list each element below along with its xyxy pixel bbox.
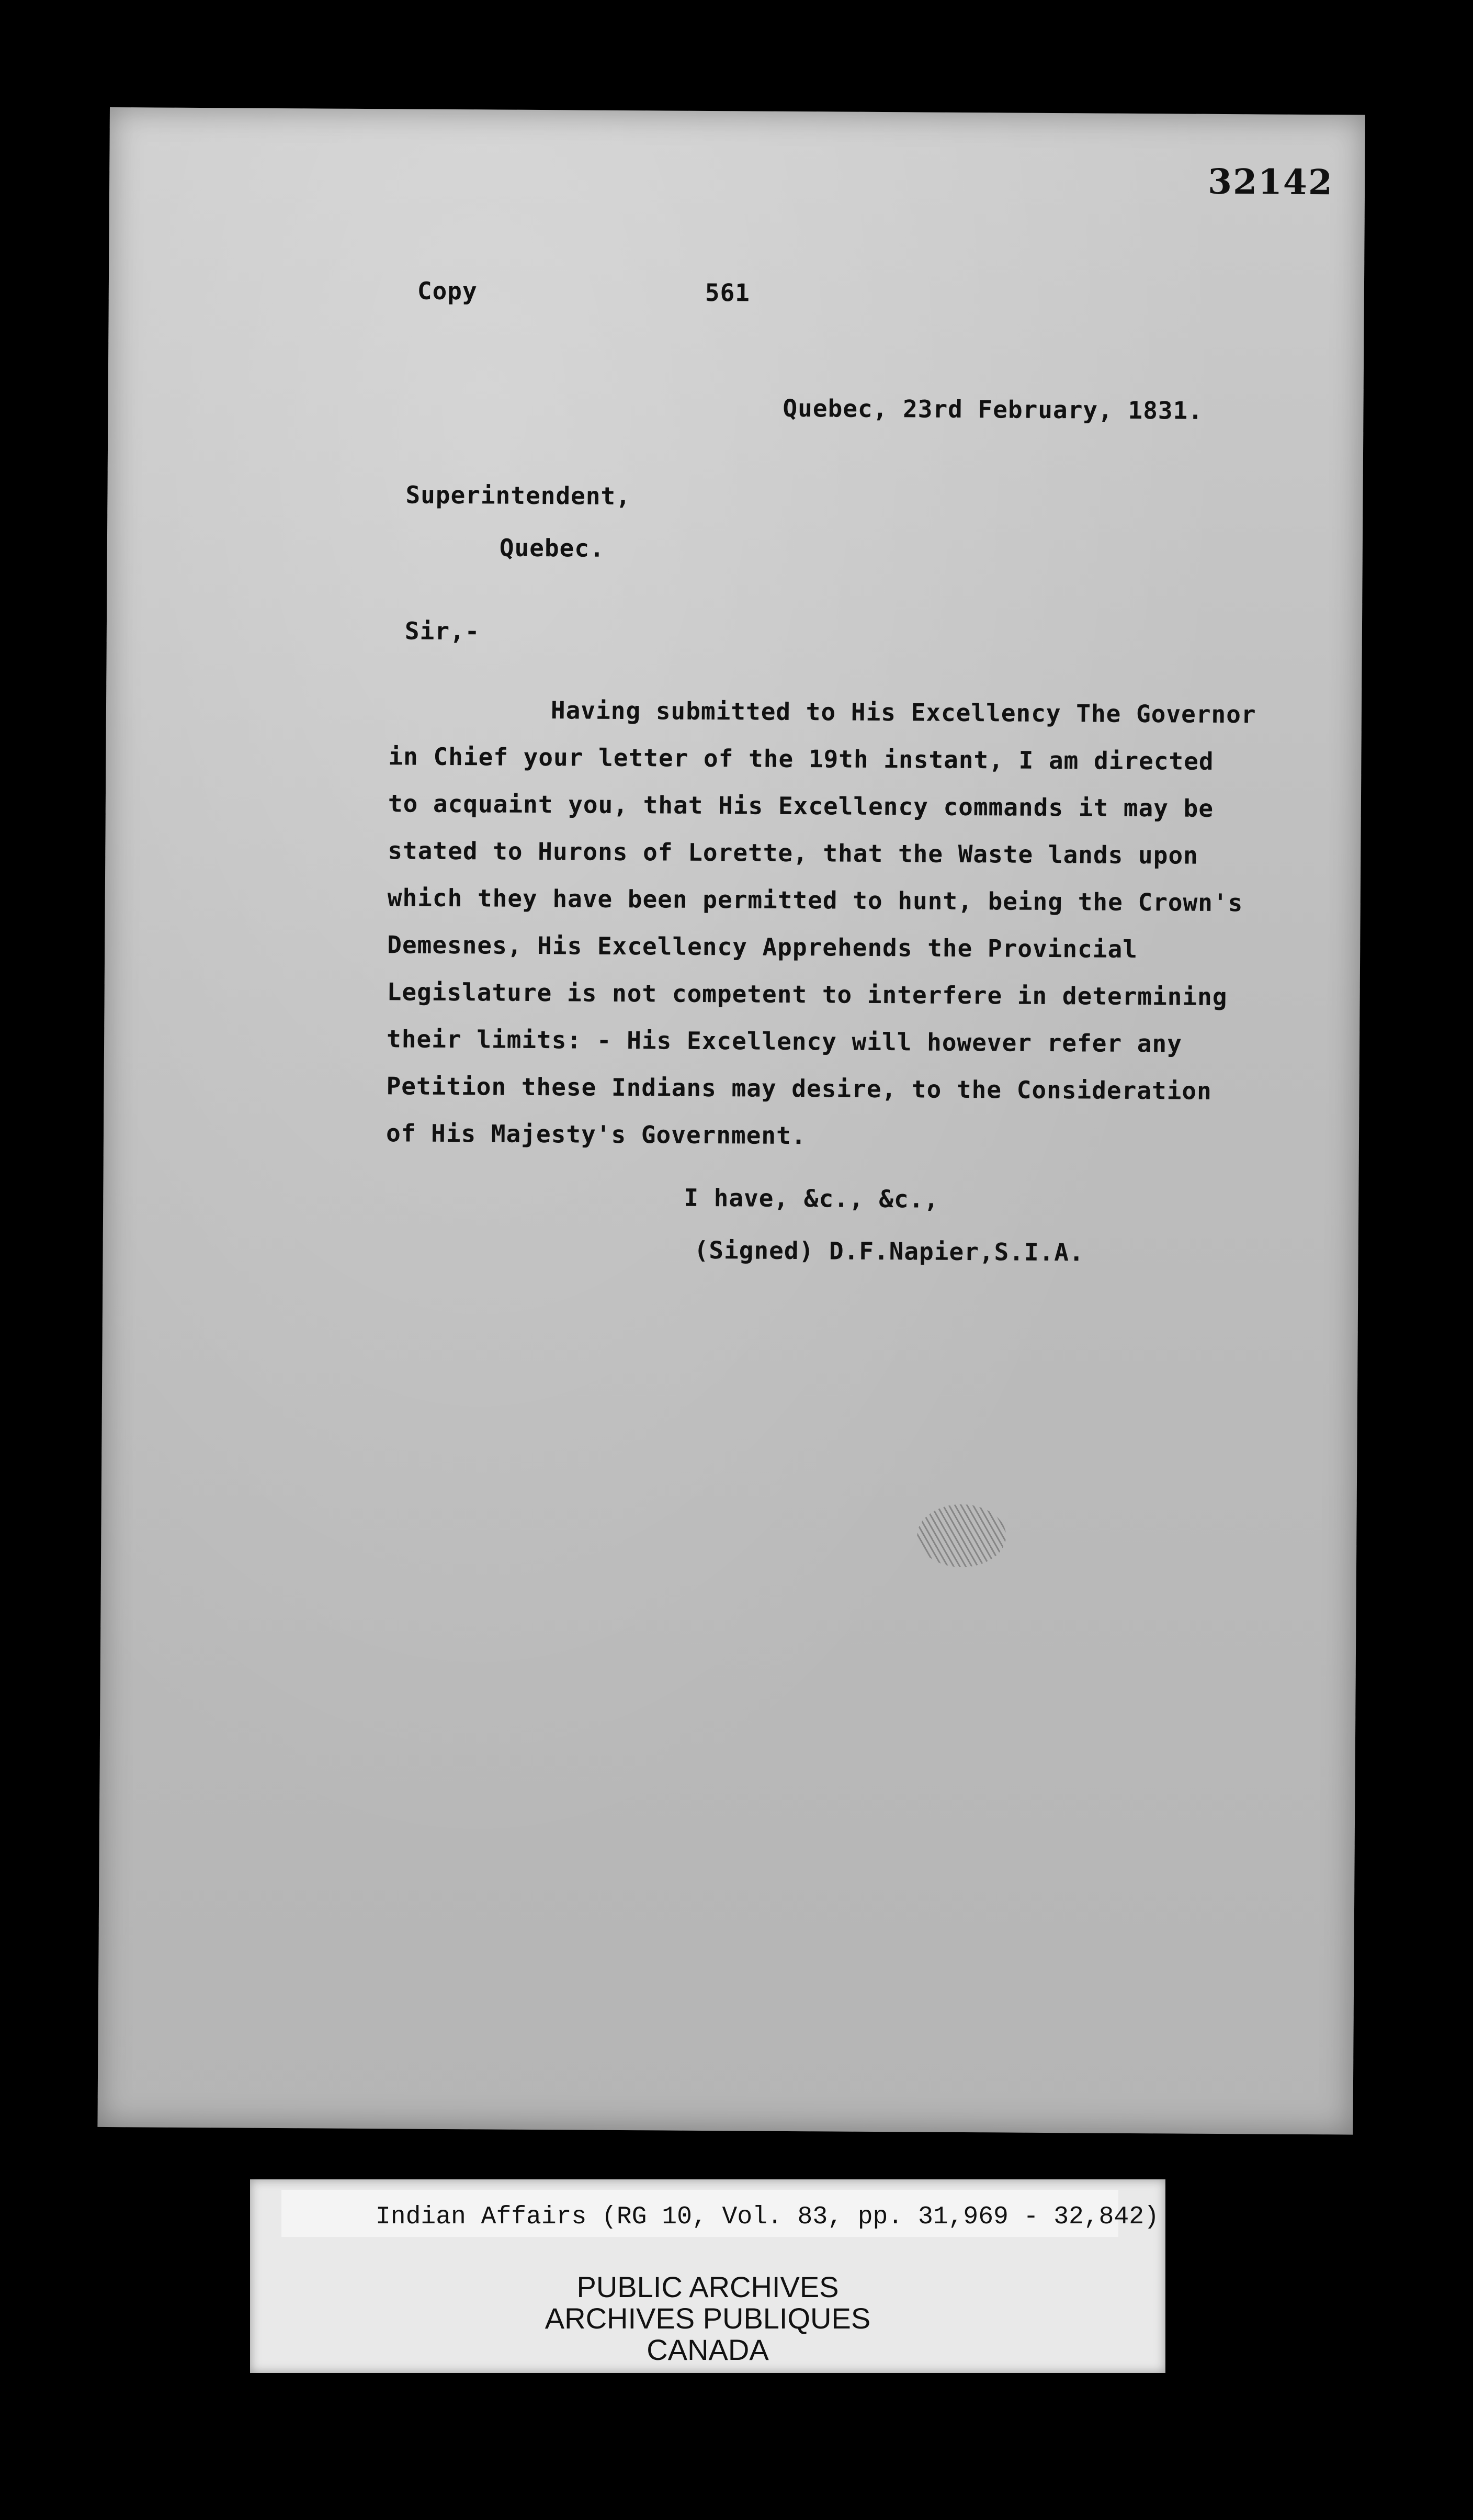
body-line: Legislature is not competent to interfere in determining bbox=[387, 977, 1228, 1011]
body-line: of His Majesty's Government. bbox=[386, 1119, 807, 1150]
body-line: Petition these Indians may desire, to the Consideration bbox=[386, 1072, 1212, 1105]
closing: I have, &c., &c., bbox=[684, 1183, 939, 1213]
archive-name-english: PUBLIC ARCHIVES bbox=[576, 2270, 839, 2303]
copy-label: Copy bbox=[417, 276, 478, 306]
addressee-title: Superintendent, bbox=[405, 480, 631, 511]
archive-country: CANADA bbox=[647, 2333, 769, 2366]
body-line: which they have been permitted to hunt, being the Crown's bbox=[387, 883, 1243, 917]
archive-label bbox=[250, 2179, 1165, 2373]
reference-number: 561 bbox=[705, 278, 751, 307]
page-number: 32142 bbox=[1207, 161, 1334, 203]
archive-series: Indian Affairs (RG 10, Vol. 83, pp. 31,969 - 32,842) bbox=[376, 2203, 1159, 2231]
archive-name-french: ARCHIVES PUBLIQUES bbox=[545, 2302, 871, 2335]
body-line: their limits: - His Excellency will however refer any bbox=[386, 1025, 1183, 1058]
addressee-location: Quebec. bbox=[499, 533, 605, 562]
body-line: Having submitted to His Excellency The Governor bbox=[550, 696, 1256, 729]
ink-smudge bbox=[917, 1504, 1006, 1567]
body-line: in Chief your letter of the 19th instant, I am directed bbox=[388, 742, 1214, 775]
body-line: Demesnes, His Excellency Apprehends the Provincial bbox=[387, 930, 1138, 964]
date-line: Quebec, 23rd February, 1831. bbox=[783, 393, 1204, 425]
salutation: Sir,- bbox=[404, 616, 480, 646]
body-line: to acquaint you, that His Excellency commands it may be bbox=[388, 789, 1214, 823]
body-line: stated to Hurons of Lorette, that the Waste lands upon bbox=[388, 836, 1198, 870]
document-page bbox=[97, 107, 1365, 2135]
signature: (Signed) D.F.Napier,S.I.A. bbox=[694, 1235, 1084, 1267]
